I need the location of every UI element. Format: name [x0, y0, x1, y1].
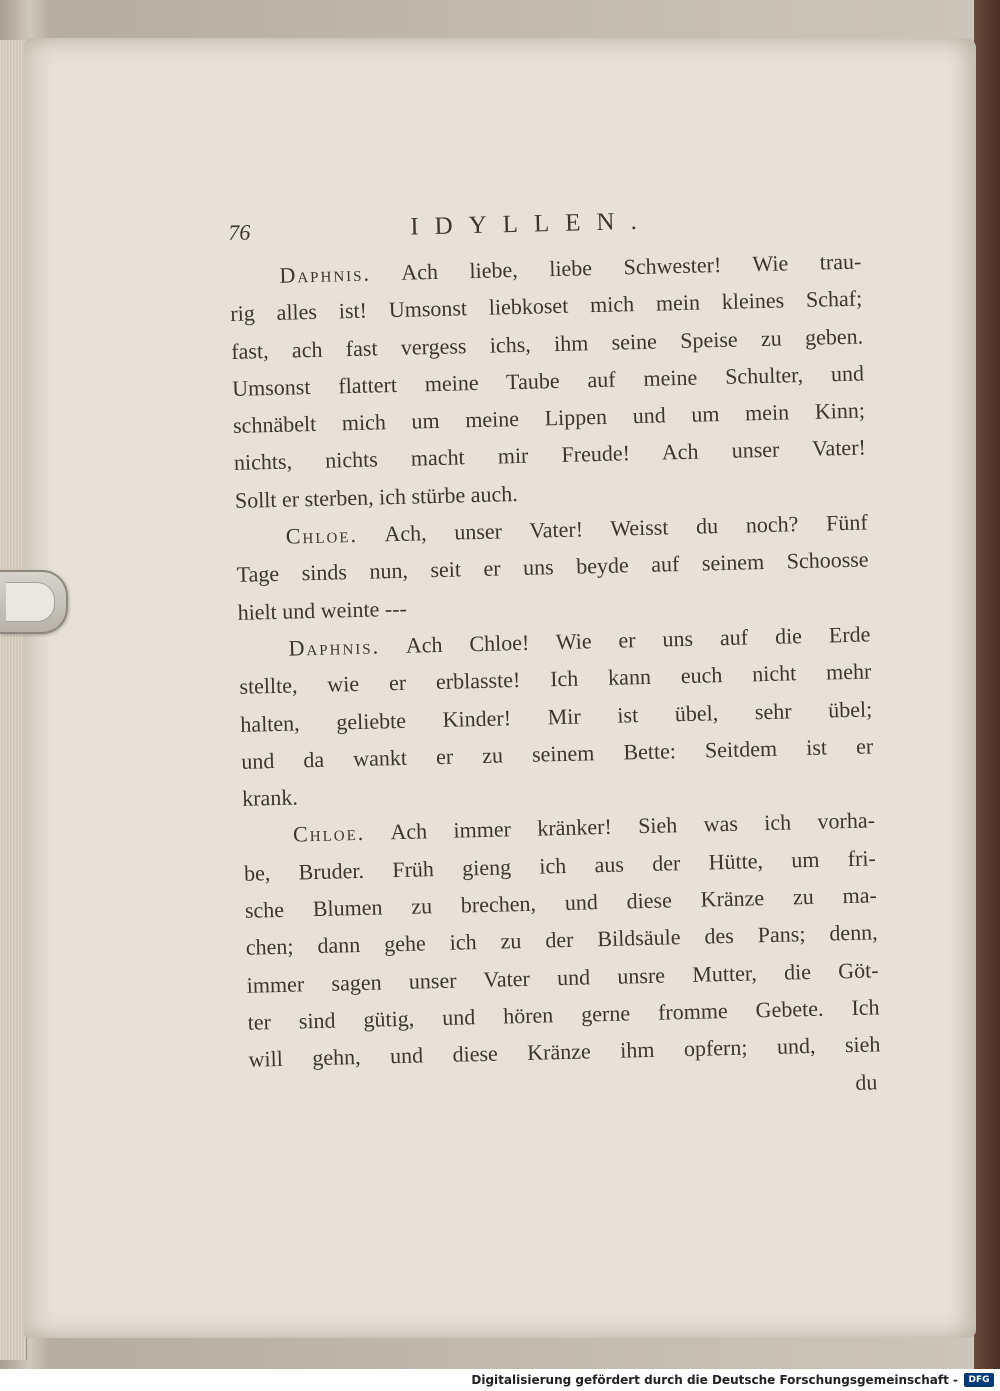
line-text: Ach, unser Vater! Weisst du noch? Fünf: [384, 509, 868, 547]
text-line: halten, geliebte Kinder! Mir ist übel, sehr übel;: [240, 695, 873, 737]
digitization-footer: [0, 1369, 1000, 1391]
book-cover-edge: [974, 0, 1000, 1391]
speaker-name: Chloe.: [292, 820, 366, 848]
page-clip: [0, 570, 68, 634]
text-line: nichts, nichts macht mir Freude! Ach unser Vater!: [233, 434, 867, 476]
dfg-logo-icon: DFG: [964, 1373, 994, 1387]
line-text: Ach liebe, liebe Schwester! Wie trau-: [400, 248, 862, 285]
text-line: sche Blumen zu brechen, und diese Kränze zu ma-: [244, 882, 878, 923]
speaker-name: Daphnis.: [279, 260, 372, 288]
speaker-name: Daphnis.: [288, 633, 381, 661]
text-line: Umsonst flattert meine Taube auf meine Schulter, und: [231, 360, 865, 401]
text-line: Tage sinds nun, seit er uns beyde auf seinem Schoosse: [236, 546, 869, 588]
catchword: du: [854, 1068, 878, 1095]
text-line: ter sind gütig, und hören gerne fromme Gebete. Ich: [247, 994, 880, 1035]
text-line: krank.: [241, 784, 299, 811]
text-line: stellte, wie er erblasste! Ich kann euch nicht mehr: [239, 658, 872, 700]
text-line: und da wankt er zu seinem Bette: Seitdem ist er: [240, 733, 874, 774]
running-head: IDYLLEN.: [409, 207, 654, 241]
page-text: [228, 203, 882, 1117]
speaker-name: Chloe.: [285, 522, 359, 549]
page-stack-edge: [0, 40, 27, 1360]
page-clip-inner: [6, 582, 55, 622]
text-line: schnäbelt mich um meine Lippen und um mein Kinn;: [232, 397, 866, 439]
line-text: Ach immer kränker! Sieh was ich vorha-: [390, 807, 876, 845]
text-line: rig alles ist! Umsonst liebkoset mich mein kleines Schaf;: [230, 285, 863, 327]
text-line: will gehn, und diese Kränze ihm opfern; und, sieh: [248, 1031, 881, 1072]
text-line: immer sagen unser Vater und unsre Mutter, die Göt-: [246, 956, 879, 998]
text-line: fast, ach fast vergess ichs, ihm seine Speise zu geben.: [230, 323, 864, 364]
text-line: chen; dann gehe ich zu der Bildsäule des Pans; denn,: [245, 919, 878, 961]
funding-credit: Digitalisierung gefördert durch die Deutsche Forschungsgemeinschaft -: [471, 1373, 958, 1387]
line-text: Ach Chloe! Wie er uns auf die Erde: [405, 621, 871, 658]
page-number: 76: [228, 219, 251, 245]
text-line: be, Bruder. Früh gieng ich aus der Hütte, um fri-: [243, 845, 877, 886]
text-line: Sollt er sterben, ich stürbe auch.: [234, 480, 518, 513]
text-line: hielt und weinte ---: [237, 595, 408, 625]
